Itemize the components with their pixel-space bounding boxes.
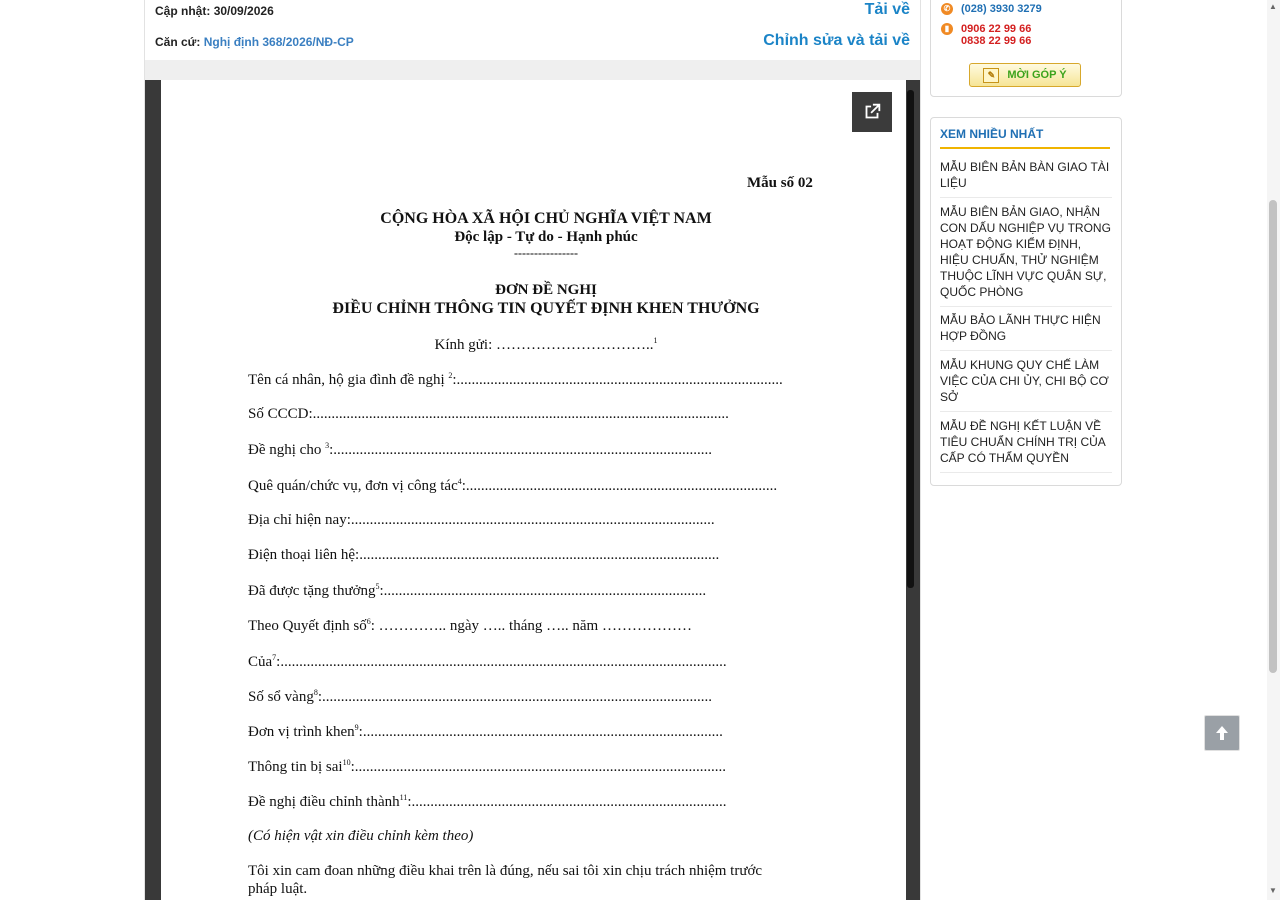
recipient-text: Kính gửi: ………………………….. xyxy=(434,337,654,353)
footnote-ref: 4 xyxy=(457,477,462,486)
field-label: Quê quán/chức vụ, đơn vị công tác xyxy=(248,478,458,494)
separator-band xyxy=(145,60,920,80)
field-blank: :................................................................................... xyxy=(461,478,778,494)
footnote-ref: 5 xyxy=(375,582,380,591)
updated-value: 30/09/2026 xyxy=(213,4,274,18)
field-label: Đề nghị điều chỉnh thành xyxy=(248,794,400,810)
basis-link[interactable]: Nghị định 368/2026/NĐ-CP xyxy=(203,35,354,49)
field-blank: :........................................................................................................ xyxy=(317,689,713,705)
basis-row xyxy=(155,35,354,49)
hotline-row xyxy=(941,3,1042,15)
form-field-line xyxy=(248,617,692,635)
field-label: Số CCCD: xyxy=(248,406,313,422)
commitment-line-2: pháp luật. xyxy=(248,881,308,897)
field-blank: : ………….. ngày ….. tháng ….. năm ……………… xyxy=(370,618,692,634)
form-field-line xyxy=(248,758,726,776)
form-field-line xyxy=(248,688,712,706)
arrow-up-icon xyxy=(1213,724,1231,742)
motto: Độc lập - Tự do - Hạnh phúc xyxy=(454,229,638,245)
most-viewed-title: XEM NHIỀU NHẤT xyxy=(940,127,1110,149)
external-link-icon xyxy=(861,101,883,123)
viewer-scrollbar[interactable] xyxy=(907,90,914,588)
field-blank: ................................................................................................. xyxy=(350,512,715,528)
most-viewed-panel xyxy=(930,117,1122,486)
most-viewed-item[interactable]: MẪU ĐỀ NGHỊ KẾT LUẬN VỀ TIÊU CHUẨN CHÍNH TRỊ CỦA CẤP CÓ THẨM QUYỀN xyxy=(940,418,1112,473)
hotline-number[interactable]: (028) 3930 3279 xyxy=(961,3,1042,15)
field-blank: ................................................................................................ xyxy=(359,547,720,563)
field-blank: :................................................................................................... xyxy=(350,759,726,775)
field-label: Đã được tặng thưởng xyxy=(248,583,376,599)
document-title: ĐƠN ĐỀ NGHỊ xyxy=(495,282,597,298)
feedback-button[interactable] xyxy=(969,63,1081,87)
footnote-ref: 10 xyxy=(342,758,351,767)
field-blank: :..................................................................................................... xyxy=(329,442,712,458)
recipient-line xyxy=(161,336,931,354)
most-viewed-item[interactable]: MẪU BIÊN BẢN GIAO, NHẬN CON DẤU NGHIỆP VỤ TRONG HOẠT ĐỘNG KIỂM ĐỊNH, HIỆU CHUẨN, THỬ NGHIỆM THUỘC LĨNH VỰC QUÂN SỰ, QUỐC PHÒNG xyxy=(940,204,1112,307)
field-label: Đề nghị cho xyxy=(248,442,326,458)
page-scrollbar[interactable] xyxy=(1267,0,1280,900)
footnote-ref: 11 xyxy=(399,793,408,802)
form-field-line xyxy=(248,512,715,529)
commitment-line-1: Tôi xin cam đoan những điều khai trên là đúng, nếu sai tôi xin chịu trách nhiệm trước xyxy=(248,863,763,879)
form-field-line xyxy=(248,547,719,564)
field-label: Số sổ vàng xyxy=(248,689,314,705)
form-field-line xyxy=(248,793,727,811)
form-field-line xyxy=(248,477,777,495)
download-link[interactable]: Tải về xyxy=(864,1,910,18)
document-viewer[interactable] xyxy=(145,80,920,900)
field-label: Điện thoại liên hệ: xyxy=(248,547,360,563)
field-blank: :................................................................................................ xyxy=(358,724,723,740)
mobile-number-1[interactable]: 0906 22 99 66 xyxy=(961,23,1032,35)
updated-label: Cập nhật: xyxy=(155,4,211,18)
edit-note-icon: ✎ xyxy=(983,68,999,83)
field-label: Đơn vị trình khen xyxy=(248,724,355,740)
mobile-number-2[interactable]: 0838 22 99 66 xyxy=(961,35,1032,47)
heading-divider: ---------------- xyxy=(514,246,578,260)
most-viewed-item[interactable]: MẪU KHUNG QUY CHẾ LÀM VIỆC CỦA CHI ỦY, CHI BỘ CƠ SỞ xyxy=(940,357,1112,412)
form-field-line xyxy=(248,582,706,600)
basis-label: Căn cứ: xyxy=(155,35,201,49)
footnote-ref: 3 xyxy=(325,441,330,450)
field-label: Thông tin bị sai xyxy=(248,759,343,775)
footnote-ref: 7 xyxy=(272,653,277,662)
field-label: Của xyxy=(248,654,273,670)
field-blank: :.................................................................................... xyxy=(407,794,727,810)
main-panel xyxy=(144,0,921,900)
field-label: Theo Quyết định số xyxy=(248,618,367,634)
footnote-ref: 8 xyxy=(313,688,318,697)
footnote-ref: 6 xyxy=(366,617,371,626)
footnote-ref: 2 xyxy=(448,371,453,380)
country-heading: CỘNG HÒA XÃ HỘI CHỦ NGHĨA VIỆT NAM xyxy=(380,210,712,227)
scroll-up-arrow-icon[interactable]: ▲ xyxy=(1269,2,1277,11)
document-page xyxy=(161,80,906,900)
attachment-note: (Có hiện vật xin điều chỉnh kèm theo) xyxy=(248,828,474,844)
contact-box xyxy=(930,0,1122,97)
phone-icon: ✆ xyxy=(941,3,953,15)
form-field-line xyxy=(248,441,712,459)
field-blank: :....................................................................................................................... xyxy=(276,654,727,670)
most-viewed-item[interactable]: MẪU BIÊN BẢN BÀN GIAO TÀI LIỆU xyxy=(940,159,1112,198)
scroll-down-arrow-icon[interactable]: ▼ xyxy=(1269,886,1277,895)
form-field-line xyxy=(248,723,723,741)
mobile-row xyxy=(941,23,1031,35)
form-number: Mẫu số 02 xyxy=(747,175,813,191)
mobile-icon: ▮ xyxy=(941,23,953,35)
footnote-ref: 9 xyxy=(354,723,359,732)
updated-row xyxy=(155,4,274,18)
scrollbar-thumb[interactable] xyxy=(1269,200,1277,673)
field-label: Tên cá nhân, hộ gia đình đề nghị xyxy=(248,372,449,388)
form-field-line xyxy=(248,406,729,423)
field-label: Địa chỉ hiện nay: xyxy=(248,512,351,528)
field-blank: ............................................................................................................... xyxy=(312,406,729,422)
most-viewed-item[interactable]: MẪU BẢO LÃNH THỰC HIỆN HỢP ĐỒNG xyxy=(940,312,1112,351)
back-to-top-button[interactable] xyxy=(1204,715,1240,751)
mobile-row-2 xyxy=(961,35,1031,47)
document-subtitle: ĐIỀU CHỈNH THÔNG TIN QUYẾT ĐỊNH KHEN THƯỞNG xyxy=(332,300,760,317)
field-blank: :....................................................................................... xyxy=(452,372,783,388)
form-field-line xyxy=(248,371,783,389)
field-blank: :...................................................................................... xyxy=(379,583,707,599)
form-field-line xyxy=(248,653,727,671)
footnote-ref: 1 xyxy=(653,336,658,345)
edit-download-link[interactable]: Chỉnh sửa và tải về xyxy=(763,32,910,49)
popout-button[interactable] xyxy=(852,92,892,132)
feedback-label: MỜI GÓP Ý xyxy=(1007,69,1067,81)
